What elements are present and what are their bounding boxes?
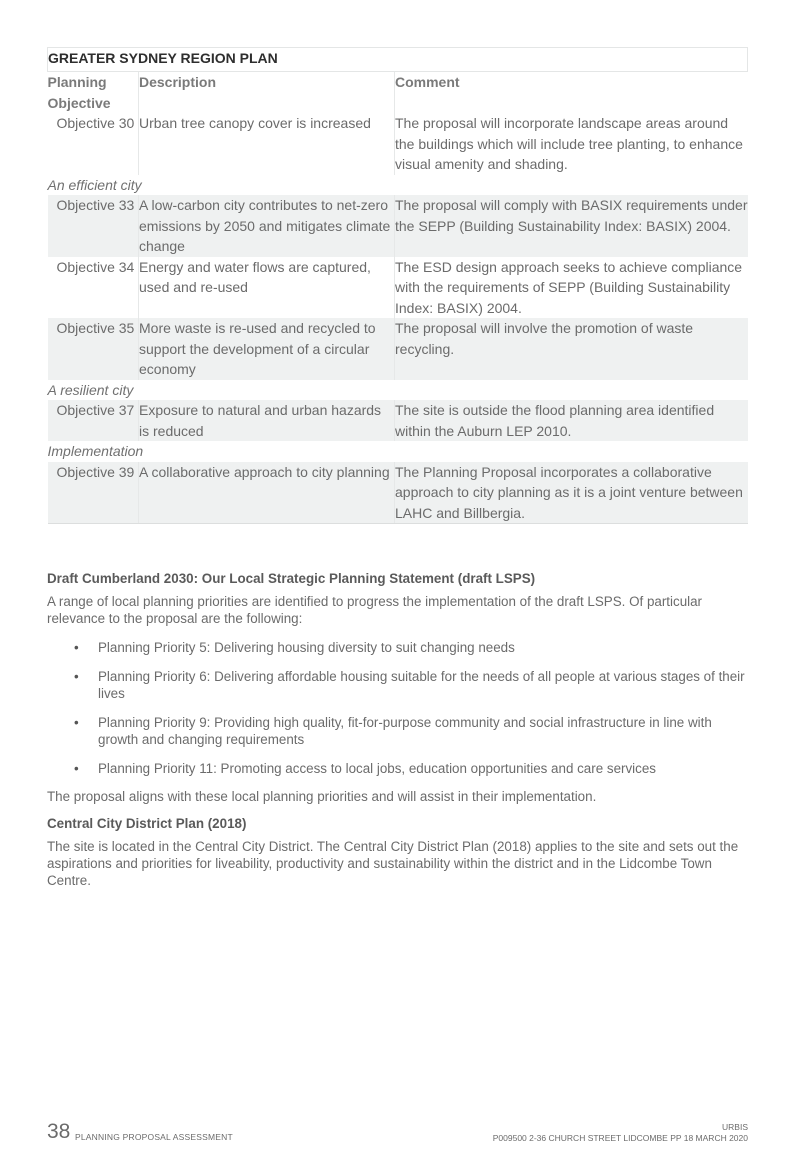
header-planning-objective: Planning Objective xyxy=(48,72,139,114)
lsps-heading: Draft Cumberland 2030: Our Local Strategic Planning Statement (draft LSPS) xyxy=(47,571,536,586)
section-row-efficient-city xyxy=(48,175,748,196)
description-cell: A collaborative approach to city planning xyxy=(139,462,395,524)
section-row-implementation xyxy=(48,441,748,462)
district-body: The site is located in the Central City District. The Central City District Plan (2018) applies to the site and sets out the aspirations and priorities for liveability, productivity and sustainability within the district and in the Lidcombe Town Centre. xyxy=(47,839,739,888)
description-cell: Urban tree canopy cover is increased xyxy=(139,113,395,175)
region-plan-table xyxy=(47,47,748,524)
section-row-resilient-city xyxy=(48,380,748,401)
description-cell: Exposure to natural and urban hazards is reduced xyxy=(139,400,395,441)
description-cell: Energy and water flows are captured, used and re-used xyxy=(139,257,395,319)
document-page xyxy=(47,47,748,889)
footer-company: URBIS xyxy=(722,1122,748,1132)
table-row xyxy=(48,462,748,524)
priority-text: Planning Priority 6: Delivering affordable housing suitable for the needs of all people at various stages of their lives xyxy=(98,669,745,701)
priority-text: Planning Priority 9: Providing high quality, fit-for-purpose community and social infrastructure in line with growth and changing requirements xyxy=(98,715,712,747)
section-label: An efficient city xyxy=(48,175,748,196)
list-item xyxy=(47,714,748,748)
footer-section-title: PLANNING PROPOSAL ASSESSMENT xyxy=(75,1132,233,1142)
section-label: Implementation xyxy=(48,441,748,462)
bullet-icon: • xyxy=(74,640,79,655)
priorities-list xyxy=(47,639,748,777)
table-row xyxy=(48,195,748,257)
section-label: A resilient city xyxy=(48,380,748,401)
description-cell: A low-carbon city contributes to net-zero emissions by 2050 and mitigates climate change xyxy=(139,195,395,257)
table-row xyxy=(48,113,748,175)
objective-cell: Objective 30 xyxy=(48,113,139,175)
list-item xyxy=(47,760,748,777)
table-title-row xyxy=(48,48,748,72)
table-header-row xyxy=(48,72,748,114)
objective-cell: Objective 34 xyxy=(48,257,139,319)
lsps-intro: A range of local planning priorities are identified to progress the implementation of the draft LSPS. Of particular relevance to the proposal are the following: xyxy=(47,594,703,626)
header-comment: Comment xyxy=(395,72,748,114)
table-row xyxy=(48,400,748,441)
comment-cell: The proposal will involve the promotion of waste recycling. xyxy=(395,318,748,380)
table-title: GREATER SYDNEY REGION PLAN xyxy=(48,48,748,72)
bullet-icon: • xyxy=(74,715,79,730)
comment-cell: The ESD design approach seeks to achieve compliance with the requirements of SEPP (Building Sustainability Index: BASIX) 2004. xyxy=(395,257,748,319)
table-row xyxy=(48,257,748,319)
priority-text: Planning Priority 11: Promoting access to local jobs, education opportunities and care services xyxy=(98,761,656,776)
description-cell: More waste is re-used and recycled to support the development of a circular economy xyxy=(139,318,395,380)
comment-cell: The proposal will comply with BASIX requirements under the SEPP (Building Sustainability Index: BASIX) 2004. xyxy=(395,195,748,257)
bullet-icon: • xyxy=(74,669,79,684)
priority-text: Planning Priority 5: Delivering housing diversity to suit changing needs xyxy=(98,640,515,655)
bullet-icon: • xyxy=(74,761,79,776)
list-item xyxy=(47,639,748,656)
lsps-conclusion: The proposal aligns with these local planning priorities and will assist in their implementation. xyxy=(47,789,597,804)
page-number: 38 xyxy=(47,1120,71,1143)
page-footer xyxy=(47,1120,748,1146)
footer-right xyxy=(493,1122,748,1144)
comment-cell: The site is outside the flood planning area identified within the Auburn LEP 2010. xyxy=(395,400,748,441)
objective-cell: Objective 37 xyxy=(48,400,139,441)
objective-cell: Objective 39 xyxy=(48,462,139,524)
district-heading: Central City District Plan (2018) xyxy=(47,816,247,831)
footer-reference: P009500 2-36 CHURCH STREET LIDCOMBE PP 18 MARCH 2020 xyxy=(492,1133,748,1143)
header-description: Description xyxy=(139,72,395,114)
list-item xyxy=(47,668,748,702)
objective-cell: Objective 35 xyxy=(48,318,139,380)
objective-cell: Objective 33 xyxy=(48,195,139,257)
comment-cell: The proposal will incorporate landscape areas around the buildings which will include tree planting, to enhance visual amenity and shading. xyxy=(395,113,748,175)
comment-cell: The Planning Proposal incorporates a collaborative approach to city planning as it is a joint venture between LAHC and Billbergia. xyxy=(395,462,748,524)
table-row xyxy=(48,318,748,380)
